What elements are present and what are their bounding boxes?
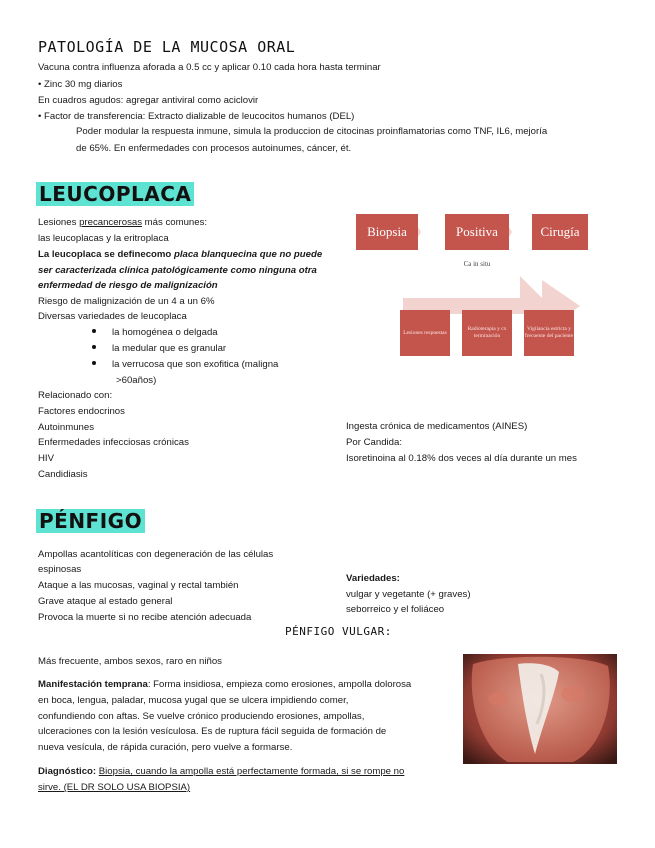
tongue-image: [463, 654, 617, 764]
lesiones-box: Lesiones respuestas: [400, 310, 450, 356]
penfigo-heading: [36, 508, 145, 534]
bullet-icon: [92, 345, 96, 349]
text-fragment: Lesiones: [38, 217, 80, 228]
cirugia-box: Cirugía: [532, 214, 588, 250]
list-item: [92, 341, 226, 356]
vigilancia-box: Vigilancia estricta y frecuente del paciente: [524, 310, 574, 356]
definition-italic: placa blanquecina que no puede: [173, 249, 323, 260]
list-item-text: la medular que es granular: [112, 343, 227, 354]
text-line: en boca, lengua, paladar, mucosa yugal que se ulcera impidiendo comer,: [38, 695, 349, 706]
text-line: ulceraciones con la lesión vesículosa. Es de ruptura fácil seguida de formación de: [38, 726, 387, 737]
label-bold: Manifestación temprana: [38, 679, 148, 690]
text-line: Factores endocrinos: [38, 406, 125, 417]
text-line: [38, 764, 404, 779]
clinical-photo: [463, 654, 617, 764]
text-line: de 65%. En enfermedades con procesos autoinumes, cáncer, ét.: [76, 143, 352, 154]
text-fragment: : Forma insidiosa, empieza como erosiones, ampolla dolorosa: [147, 679, 412, 690]
subsection-title: PÉNFIGO VULGAR:: [285, 625, 392, 638]
diagram-caption: Ca in situ: [463, 260, 491, 268]
text-line: [38, 677, 411, 692]
varieties-title: Variedades:: [346, 573, 400, 584]
definition-bold: La leucoplaca se definecomo: [38, 249, 174, 260]
underlined-term: precancerosas: [79, 217, 143, 228]
text-line: Riesgo de malignización de un 4 a un 6%: [38, 296, 215, 307]
label-bold: Diagnóstico:: [38, 766, 97, 777]
list-item: [92, 325, 218, 340]
text-line: Más frecuente, ambos sexos, raro en niños: [38, 656, 222, 667]
text-line: nueva vesícula, de rápida curación, pero vuelve a formarse.: [38, 742, 293, 753]
text-line: Relacionado con:: [38, 390, 113, 401]
text-line: Isoretinoina al 0.18% dos veces al día durante un mes: [346, 453, 577, 464]
text-line: Provoca la muerte si no recibe atención adecuada: [38, 612, 252, 623]
text-line: vulgar y vegetante (+ graves): [346, 589, 471, 600]
text-line: Ampollas acantolíticas con degeneración de las células: [38, 549, 274, 560]
text-line: HIV: [38, 453, 54, 464]
list-item: [92, 357, 278, 372]
list-item-text: la verrucosa que son exofitica (maligna: [112, 359, 279, 370]
underlined-text: sirve. (EL DR SOLO USA BIOPSIA): [38, 782, 191, 793]
text-line: seborreico y el foliáceo: [346, 604, 445, 615]
text-line: Ataque a las mucosas, vaginal y rectal también: [38, 580, 239, 591]
text-line: Diversas variedades de leucoplaca: [38, 311, 187, 322]
text-line: Poder modular la respuesta inmune, simula la produccion de citocinas proinflamatorias como TNF, IL6, mejoría: [76, 126, 548, 137]
text-line: En cuadros agudos: agregar antiviral como aciclovir: [38, 95, 259, 106]
radioterapia-box: Radioterapia y cx terminación: [462, 310, 512, 356]
text-line: Ingesta crónica de medicamentos (AINES): [346, 421, 528, 432]
text-line: espinosas: [38, 564, 82, 575]
bullet-icon: [92, 361, 96, 365]
biopsia-box: Biopsia: [356, 214, 418, 250]
text-line: las leucoplacas y la eritroplaca: [38, 233, 169, 244]
text-line: Grave ataque al estado general: [38, 596, 173, 607]
process-diagram: [350, 210, 595, 380]
definition-line: ser caracterizada clínica patológicamente como ninguna otra: [38, 265, 317, 276]
text-line: Enfermedades infecciosas crónicas: [38, 437, 189, 448]
text-line: Candidiasis: [38, 469, 88, 480]
leucoplaca-heading: [36, 181, 194, 207]
text-line: Por Candida:: [346, 437, 402, 448]
leucoplaca-title: LEUCOPLACA: [36, 182, 194, 206]
penfigo-title: PÉNFIGO: [36, 509, 145, 533]
text-line: • Factor de transferencia: Extracto dializable de leucocitos humanos (DEL): [38, 111, 355, 122]
text-line: Vacuna contra influenza aforada a 0.5 cc y aplicar 0.10 cada hora hasta terminar: [38, 62, 381, 73]
positiva-box: Positiva: [445, 214, 509, 250]
text-line: [38, 215, 207, 230]
page-title: PATOLOGÍA DE LA MUCOSA ORAL: [38, 38, 296, 56]
text-line: • Zinc 30 mg diarios: [38, 79, 123, 90]
text-line: Autoinmunes: [38, 422, 94, 433]
list-item-continuation: >60años): [116, 375, 157, 386]
definition-line: enfermedad de riesgo de malignización: [38, 280, 218, 291]
definition-line: [38, 247, 322, 262]
text-fragment: más comunes:: [142, 217, 208, 228]
list-item-text: la homogénea o delgada: [112, 327, 218, 338]
text-line: confundiendo con aftas. Se vuelve crónico produciendo erosiones, ampollas,: [38, 711, 365, 722]
bullet-icon: [92, 329, 96, 333]
underlined-text: Biopsia, cuando la ampolla está perfectamente formada, si se rompe no: [98, 766, 405, 777]
